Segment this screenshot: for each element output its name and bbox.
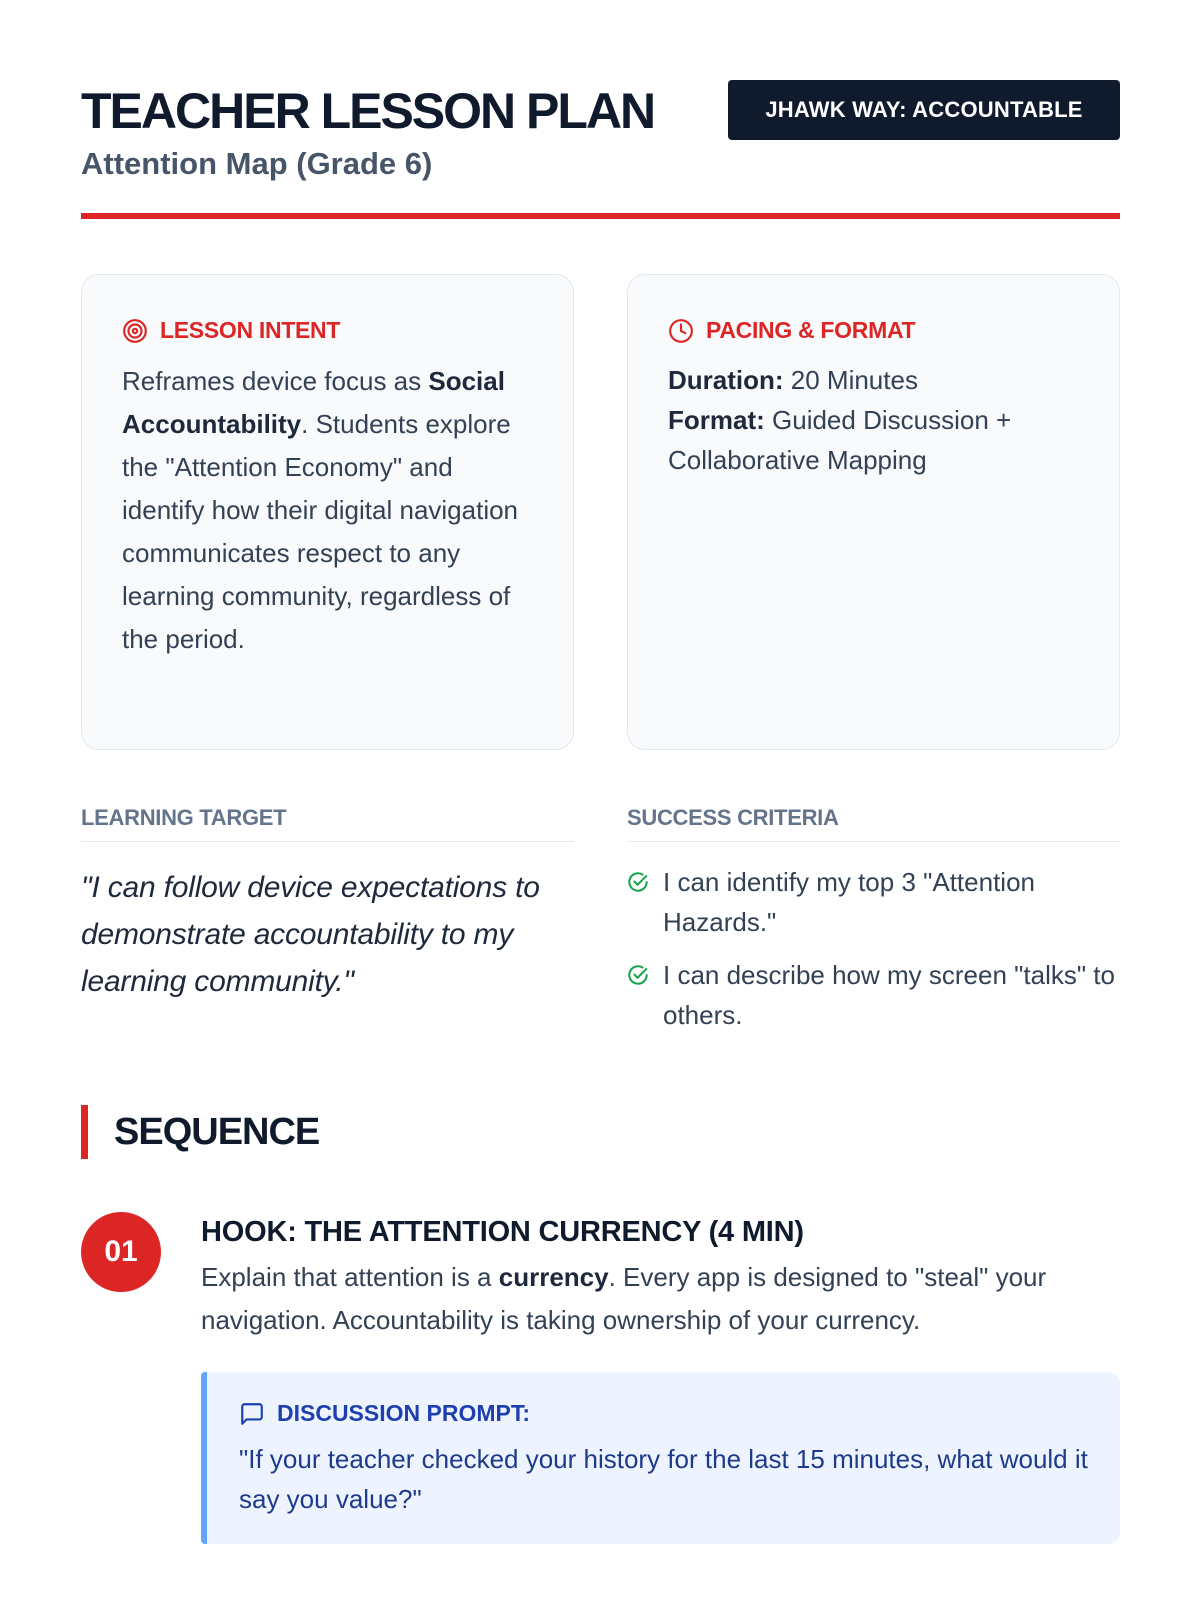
target-and-criteria bbox=[81, 805, 1120, 1045]
step-description bbox=[201, 1256, 1120, 1342]
format-line bbox=[668, 400, 1079, 480]
criteria-item bbox=[627, 955, 1120, 1035]
lesson-intent-card bbox=[81, 274, 574, 750]
learning-target-section bbox=[81, 805, 574, 1005]
learning-target-heading: LEARNING TARGET bbox=[81, 805, 574, 842]
page-header bbox=[81, 0, 1120, 222]
sequence-title: SEQUENCE bbox=[114, 1110, 320, 1153]
discussion-prompt-heading bbox=[239, 1400, 1088, 1427]
format-label: Format: bbox=[668, 405, 765, 435]
lesson-intent-text bbox=[122, 360, 533, 661]
lesson-intent-label: LESSON INTENT bbox=[160, 317, 341, 343]
pacing-format-label: PACING & FORMAT bbox=[706, 317, 916, 343]
criteria-item-text: I can identify my top 3 "Attention Hazards." bbox=[663, 867, 1035, 937]
criteria-item-text: I can describe how my screen "talks" to others. bbox=[663, 960, 1115, 1030]
step-content bbox=[201, 1212, 1120, 1514]
duration-label: Duration: bbox=[668, 365, 784, 395]
lesson-plan-page bbox=[81, 0, 1120, 1514]
discussion-prompt-text: "If your teacher checked your history for the last 15 minutes, what would it say you value?" bbox=[239, 1444, 1088, 1514]
intent-text-end: . Students explore the "Attention Economy" and identify how their digital navigation communicates respect to any learning community, regardless of the period. bbox=[122, 409, 519, 654]
clock-icon bbox=[668, 318, 694, 344]
discussion-prompt-label: DISCUSSION PROMPT: bbox=[277, 1400, 531, 1426]
overview-cards bbox=[81, 274, 1120, 750]
page-subtitle: Attention Map (Grade 6) bbox=[81, 146, 433, 181]
step-desc-emphasis: currency bbox=[498, 1262, 609, 1292]
intent-text-emphasis: Social Accountability bbox=[122, 366, 505, 439]
sequence-heading bbox=[81, 1105, 319, 1159]
duration-line bbox=[668, 360, 1079, 400]
sequence-accent-bar bbox=[81, 1105, 88, 1159]
pacing-format-card bbox=[627, 274, 1120, 750]
check-circle-icon bbox=[627, 871, 649, 893]
criteria-item bbox=[627, 862, 1120, 942]
learning-target-quote: "I can follow device expectations to demonstrate accountability to my learning community." bbox=[81, 871, 540, 998]
header-divider bbox=[81, 213, 1120, 219]
jhawk-way-badge: JHAWK WAY: ACCOUNTABLE bbox=[728, 80, 1120, 140]
step-title: HOOK: THE ATTENTION CURRENCY (4 MIN) bbox=[201, 1216, 804, 1248]
pacing-format-heading bbox=[668, 317, 1079, 344]
format-value: Guided Discussion + Collaborative Mapping bbox=[668, 405, 1012, 475]
step-number: 01 bbox=[81, 1212, 161, 1292]
page-title: TEACHER LESSON PLAN bbox=[81, 83, 655, 139]
intent-text-start: Reframes device focus as bbox=[122, 366, 429, 396]
success-criteria-section bbox=[627, 805, 1120, 1048]
success-criteria-heading: SUCCESS CRITERIA bbox=[627, 805, 1120, 842]
lesson-intent-heading bbox=[122, 317, 533, 344]
message-square-icon bbox=[239, 1401, 265, 1427]
step-desc-end: . Every app is designed to "steal" your navigation. Accountability is taking ownership of your currency. bbox=[201, 1262, 1047, 1335]
step-desc-start: Explain that attention is a bbox=[201, 1262, 499, 1292]
check-circle-icon bbox=[627, 964, 649, 986]
duration-value: 20 Minutes bbox=[783, 365, 918, 395]
success-criteria-list bbox=[627, 862, 1120, 1035]
discussion-prompt-box bbox=[201, 1372, 1120, 1544]
target-icon bbox=[122, 318, 148, 344]
